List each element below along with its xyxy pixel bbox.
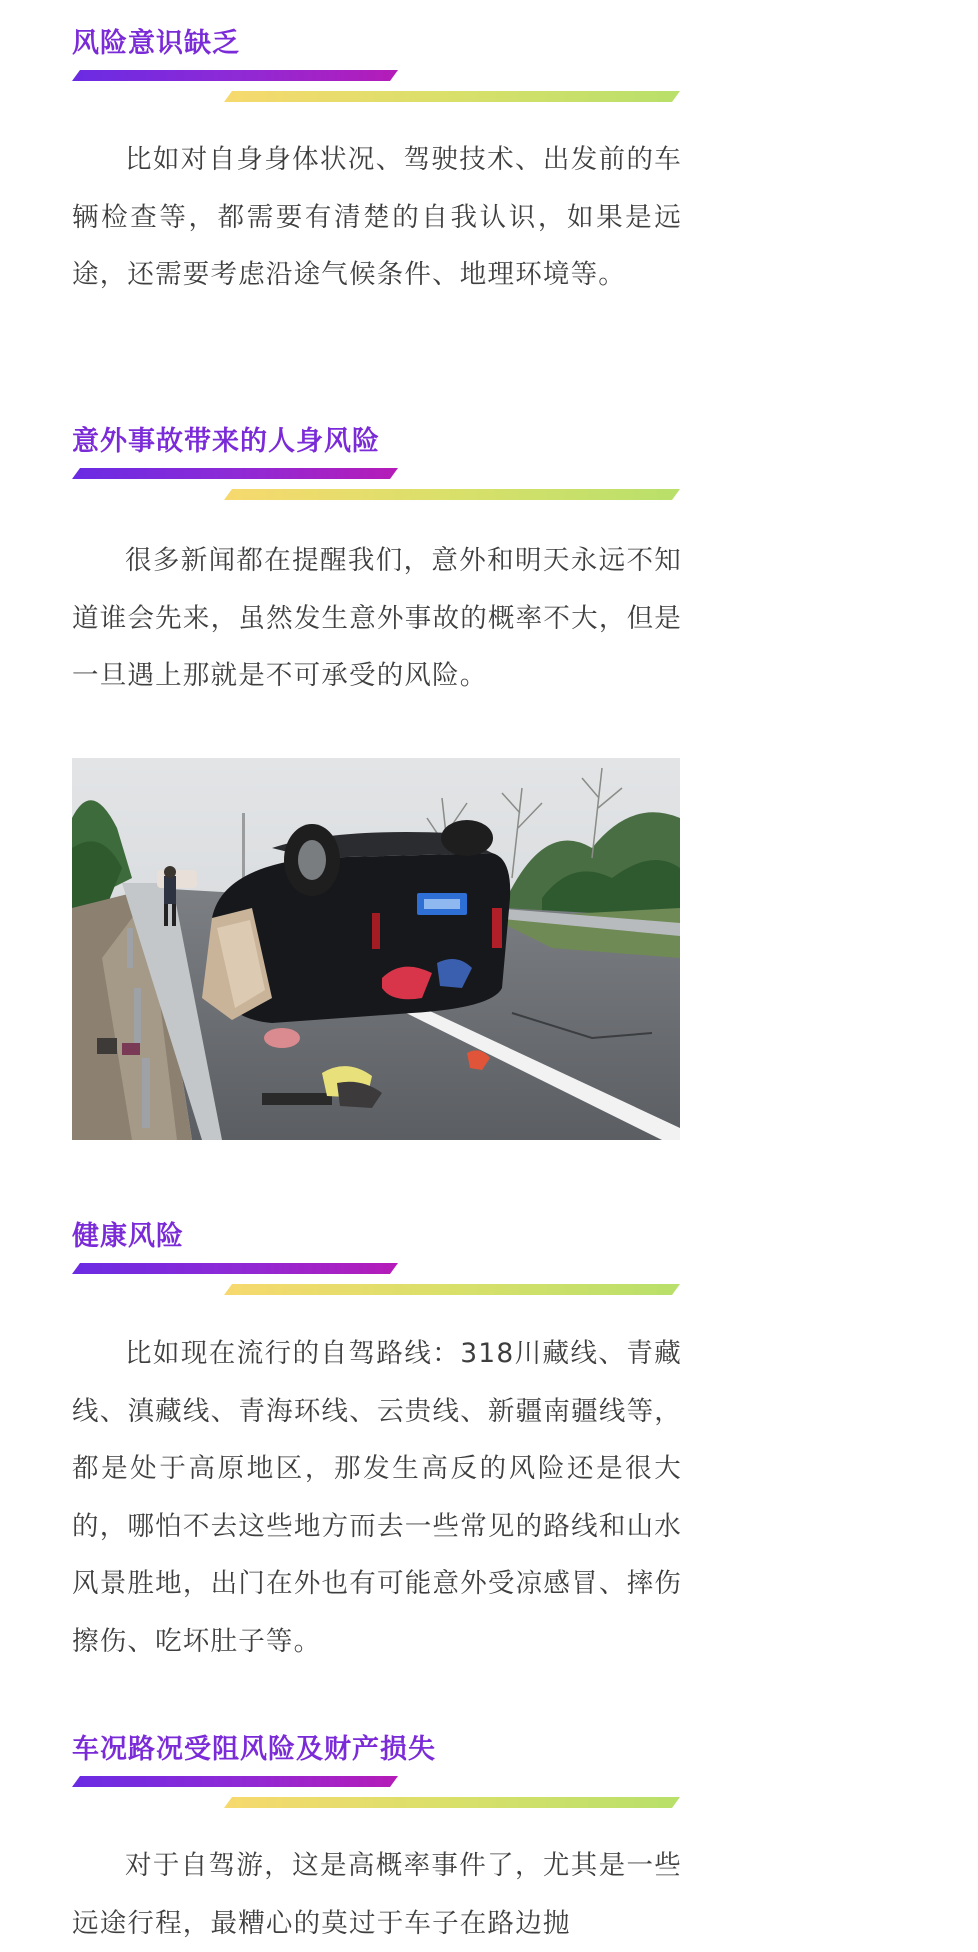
paragraph-risk-awareness: 比如对自身身体状况、驾驶技术、出发前的车辆检查等，都需要有清楚的自我认识，如果是远途，还需要考虑沿途气候条件、地理环境等。 bbox=[72, 144, 682, 291]
heading-underline-yellow-green bbox=[224, 1284, 680, 1295]
section-heading-risk-awareness bbox=[72, 24, 680, 104]
heading-health-risk: 健康风险 bbox=[72, 1221, 184, 1252]
heading-vehicle-road-risk: 车况路况受阻风险及财产损失 bbox=[72, 1734, 436, 1765]
heading-underline-purple bbox=[72, 1776, 398, 1787]
heading-risk-awareness: 风险意识缺乏 bbox=[72, 28, 240, 59]
heading-underline-purple bbox=[72, 468, 398, 479]
overturned-car-photo bbox=[72, 758, 680, 1140]
paragraph-vehicle-road-risk: 对于自驾游，这是高概率事件了，尤其是一些远途行程，最糟心的莫过于车子在路边抛 bbox=[72, 1850, 682, 1939]
heading-underline-yellow-green bbox=[224, 1797, 680, 1808]
section-heading-health-risk bbox=[72, 1217, 680, 1297]
paragraph-health-risk: 比如现在流行的自驾路线：318川藏线、青藏线、滇藏线、青海环线、云贵线、新疆南疆线等，都是处于高原地区，那发生高反的风险还是很大的，哪怕不去这些地方而去一些常见的路线和山水风景胜地，出门在外也有可能意外受凉感冒、摔伤擦伤、吃坏肚子等。 bbox=[72, 1338, 682, 1657]
heading-underline-yellow-green bbox=[224, 489, 680, 500]
heading-underline-purple bbox=[72, 1263, 398, 1274]
paragraph-accident-risk: 很多新闻都在提醒我们，意外和明天永远不知道谁会先来，虽然发生意外事故的概率不大，但是一旦遇上那就是不可承受的风险。 bbox=[72, 545, 682, 692]
section-heading-vehicle-road-risk bbox=[72, 1730, 680, 1810]
heading-accident-risk: 意外事故带来的人身风险 bbox=[72, 426, 380, 457]
heading-underline-purple bbox=[72, 70, 398, 81]
section-heading-accident-risk bbox=[72, 422, 680, 502]
heading-underline-yellow-green bbox=[224, 91, 680, 102]
